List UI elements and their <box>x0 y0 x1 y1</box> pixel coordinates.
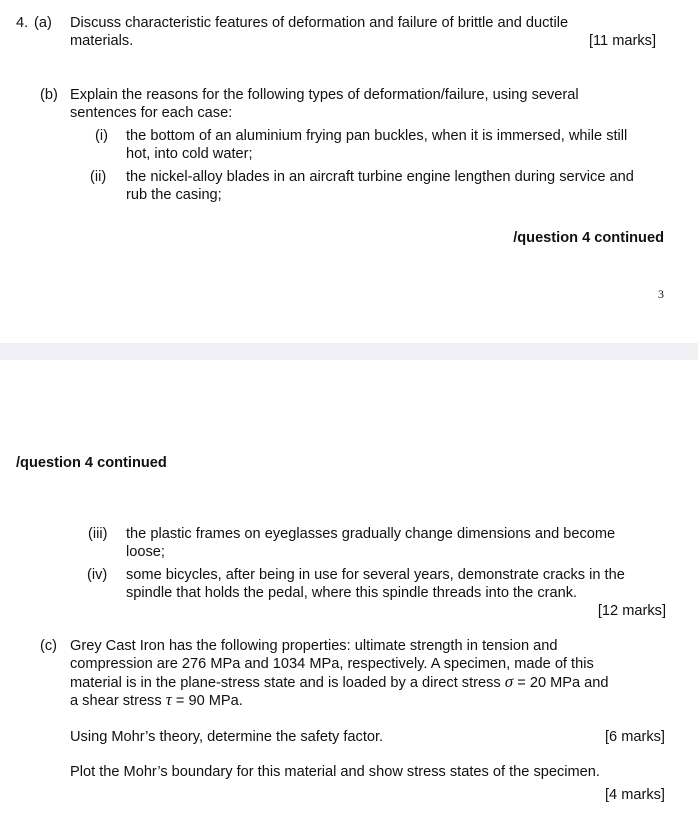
sigma-value: = 20 MPa and <box>517 675 609 691</box>
item-ii-label: (ii) <box>90 169 107 185</box>
item-ii-line1: the nickel-alloy blades in an aircraft turbine engine lengthen during service and <box>126 169 634 185</box>
part-b-label: (b) <box>40 87 58 103</box>
part-a-marks: [11 marks] <box>588 33 656 49</box>
continued-header: /question 4 continued <box>16 455 167 471</box>
task-1: Using Mohr’s theory, determine the safety factor. <box>70 729 384 745</box>
part-a-text-line2: materials. <box>70 33 134 49</box>
page-number: 3 <box>658 287 664 301</box>
task-1-marks: [6 marks] <box>604 729 665 745</box>
question-number: 4. <box>16 15 29 31</box>
part-b-marks: [12 marks] <box>597 603 666 619</box>
page-separator <box>0 343 698 360</box>
part-c-line3-text: material is in the plane-stress state and is loaded by a direct stress <box>70 675 501 691</box>
item-iii-line2: loose; <box>126 544 165 560</box>
part-c-line4 <box>70 691 243 710</box>
item-i-label: (i) <box>95 128 108 144</box>
part-b-text-line2: sentences for each case: <box>70 105 233 121</box>
item-iii-line1: the plastic frames on eyeglasses gradually change dimensions and become <box>126 526 616 542</box>
part-b-text-line1: Explain the reasons for the following types of deformation/failure, using several <box>70 87 579 103</box>
part-c-label: (c) <box>40 638 58 654</box>
item-iv-line1: some bicycles, after being in use for several years, demonstrate cracks in the <box>126 567 625 583</box>
item-i-line1: the bottom of an aluminium frying pan buckles, when it is immersed, while still <box>126 128 628 144</box>
sigma-symbol: σ <box>504 672 514 691</box>
task-2-marks: [4 marks] <box>604 787 665 803</box>
tau-value: = 90 MPa. <box>175 693 243 709</box>
item-iv-label: (iv) <box>87 567 108 583</box>
item-i-line2: hot, into cold water; <box>126 146 253 162</box>
item-iii-label: (iii) <box>88 526 108 542</box>
part-a-label: (a) <box>34 15 52 31</box>
continued-note: /question 4 continued <box>513 230 664 246</box>
part-c-line3 <box>70 673 609 692</box>
item-ii-line2: rub the casing; <box>126 187 222 203</box>
part-c-line2: compression are 276 MPa and 1034 MPa, respectively. A specimen, made of this <box>70 656 594 672</box>
item-iv-line2: spindle that holds the pedal, where this spindle threads into the crank. <box>126 585 578 601</box>
task-2: Plot the Mohr’s boundary for this material and show stress states of the specimen. <box>70 764 600 780</box>
tau-symbol: τ <box>165 690 172 709</box>
part-a-text-line1: Discuss characteristic features of deformation and failure of brittle and ductile <box>70 15 569 31</box>
part-c-line4-text: a shear stress <box>70 693 162 709</box>
part-c-line1: Grey Cast Iron has the following properties: ultimate strength in tension and <box>70 638 558 654</box>
